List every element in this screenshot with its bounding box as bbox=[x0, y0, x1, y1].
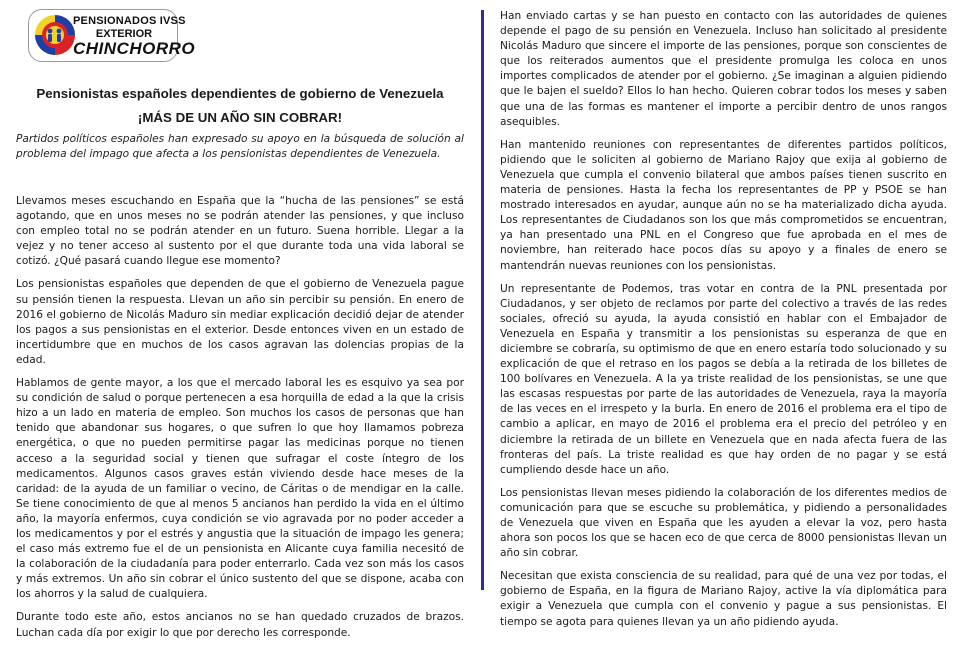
pensioners-emblem-icon bbox=[33, 13, 77, 57]
left-paragraph-3: Hablamos de gente mayor, a los que el mercado laboral les es esquivo ya sea por su condición de salud o porque pertenecen a esa horquilla de edad a la que la crisis hizo a un lado en materia de empleo. Son muchos los casos de personas que han tenido que abandonar sus hogares, o que sufren lo que hoy llamamos pobreza energética, o que no pueden permitirse pagar las medicinas porque no tienen acceso a la seguridad social y tienen que sufragar el coste íntegro de los medicamentos. Algunos casos graves están viviendo desde hace meses de la caridad: de la ayuda de un familiar o vecino, de Cáritas o de mendigar en la calle. Se tiene conocimiento de que al menos 5 ancianos han perdido la vida en el último año, la mayoría enfermos, cuya condición se vio agravada por no poder acceder a los medicamentos y por el estrés y angustia que la situación de impago les genera; el caso más extremo fue el de un pensionista en Alicante cuya familia necesitó de la colaboración de la ciudadanía para poder enterrarlo. Cada vez son más los casos y más extremos. Un año sin cobrar el único sustento del que se dispone, acaba con los ahorros y la salud de cualquiera. bbox=[16, 377, 464, 601]
logo-line-3: CHINCHORRO bbox=[73, 39, 196, 58]
logo-line-1: PENSIONADOS IVSS bbox=[73, 15, 186, 27]
left-body bbox=[16, 194, 464, 649]
right-paragraph-2: Han mantenido reuniones con representantes de diferentes partidos políticos, pidiendo que le soliciten al gobierno de Mariano Rajoy que exija al gobierno de Venezuela que cumpla el convenio bilateral que ambos países tienen suscrito en materia de pensiones. Hasta la fecha los representantes de PP y PSOE se han mostrado interesados en ayudar, aunque aún no se ha materializado dicha ayuda. Los representantes de Ciudadanos son los que más comprometidos se encuentran, ya han presentado una PNL en el Congreso que fue aprobada en el mes de noviembre, han reiterado hace pocos días su apoyo y a finales de enero se mantendrán nuevas reuniones con los pensionistas. bbox=[500, 138, 947, 272]
left-paragraph-4: Durante todo este año, estos ancianos no se han quedado cruzados de brazos. Luchan cada día por exigir lo que por derecho les corresponde. bbox=[16, 611, 464, 639]
right-paragraph-1: Han enviado cartas y se han puesto en contacto con las autoridades de quienes depende el pago de su pensión en Venezuela. Incluso han solicitado al presidente Nicolás Maduro que sincere el importe de las pensiones, porque son conscientes de que los reiterados aumentos que el presidente promulga les coloca en unos importes complicados de atender por el gobierno. ¿Se imaginan a alguien pidiendo que le bajen el sueldo? Ellos lo han hecho. Quieren cobrar todos los meses y saben que una de las formas es mantener el importe a percibir dentro de unos rangos asequibles. bbox=[500, 10, 947, 128]
logo-line-2: EXTERIOR bbox=[95, 28, 153, 40]
left-paragraph-1: Llevamos meses escuchando en España que la “hucha de las pensiones” se está agotando, que en unos meses no se podrán atender las pensiones, y que incluso con empleo total no se podrán atender en un futuro. Suena horrible. Llegar a la vejez y no tener acceso al sustento por el que durante toda una vida laboral se cotizó. ¿Qué pasará cuando llegue ese momento? bbox=[16, 195, 464, 268]
column-divider bbox=[481, 10, 484, 590]
right-paragraph-5: Necesitan que exista consciencia de su realidad, para qué de una vez por todas, el gobierno de España, en la figura de Mariano Rajoy, active la vía diplomática para exigir a Venezuela que cumpla con el convenio y pague a sus pensionistas. El tiempo se agota para quienes llevan ya un año pidiendo ayuda. bbox=[500, 570, 947, 628]
left-paragraph-2: Los pensionistas españoles que dependen de que el gobierno de Venezuela pague su pensión tienen la respuesta. Llevan un año sin percibir su pensión. En enero de 2016 el gobierno de Nicolás Maduro sin mediar explicación decidió dejar de atender los pagos a sus pensionistas en el exterior. Desde entonces viven en un estado de incertidumbre que en muchos de los casos agravan las dolencias propias de la edad. bbox=[16, 278, 464, 366]
right-column bbox=[500, 9, 947, 638]
article-lede: Partidos políticos españoles han expresado su apoyo en la búsqueda de solución al problema del impago que afecta a los pensionistas dependientes de Venezuela. bbox=[16, 133, 464, 161]
article-headline: Pensionistas españoles dependientes de gobierno de Venezuela bbox=[36, 86, 444, 101]
left-column bbox=[16, 86, 464, 639]
right-paragraph-3: Un representante de Podemos, tras votar en contra de la PNL presentada por Ciudadanos, y ser objeto de reclamos por parte del colectivo a través de las redes sociales, ofreció su ayuda, la ayuda consistió en hablar con el Embajador de Venezuela en España y transmitir a los pensionistas su esperanza de que en diciembre se cobraría, su optimismo de que en enero estaría todo solucionado y su explicación de que el retraso en los pagos se debía a la retirada de los billetes de 100 bolívares en Venezuela. A la ya triste realidad de los pensionistas, se une que las escasas respuestas por parte de las autoridades de Venezuela, raya la mayoría de las veces en el irrespeto y la burla. En enero de 2016 el problema era el tipo de cambio a aplicar, en mayo de 2016 el problema era el precio del petróleo y en diciembre la retirada de un billete en Venezuela que en nada afecta fuera de las fronteras del país. La triste realidad es que hay orden de no pagar y se está cumpliendo desde hace un año. bbox=[500, 282, 947, 476]
logo bbox=[28, 9, 196, 62]
article-subheadline: ¡MÁS DE UN AÑO SIN COBRAR! bbox=[137, 110, 343, 125]
right-paragraph-4: Los pensionistas llevan meses pidiendo la colaboración de los diferentes medios de comunicación para que se escuche su problemática, y pidiendo a personalidades de Venezuela que viven en España que les ayuden a elevar la voz, pero hasta ahora son pocos los que se hacen eco de que cerca de 8000 pensionistas llevan un año sin cobrar. bbox=[500, 486, 947, 560]
